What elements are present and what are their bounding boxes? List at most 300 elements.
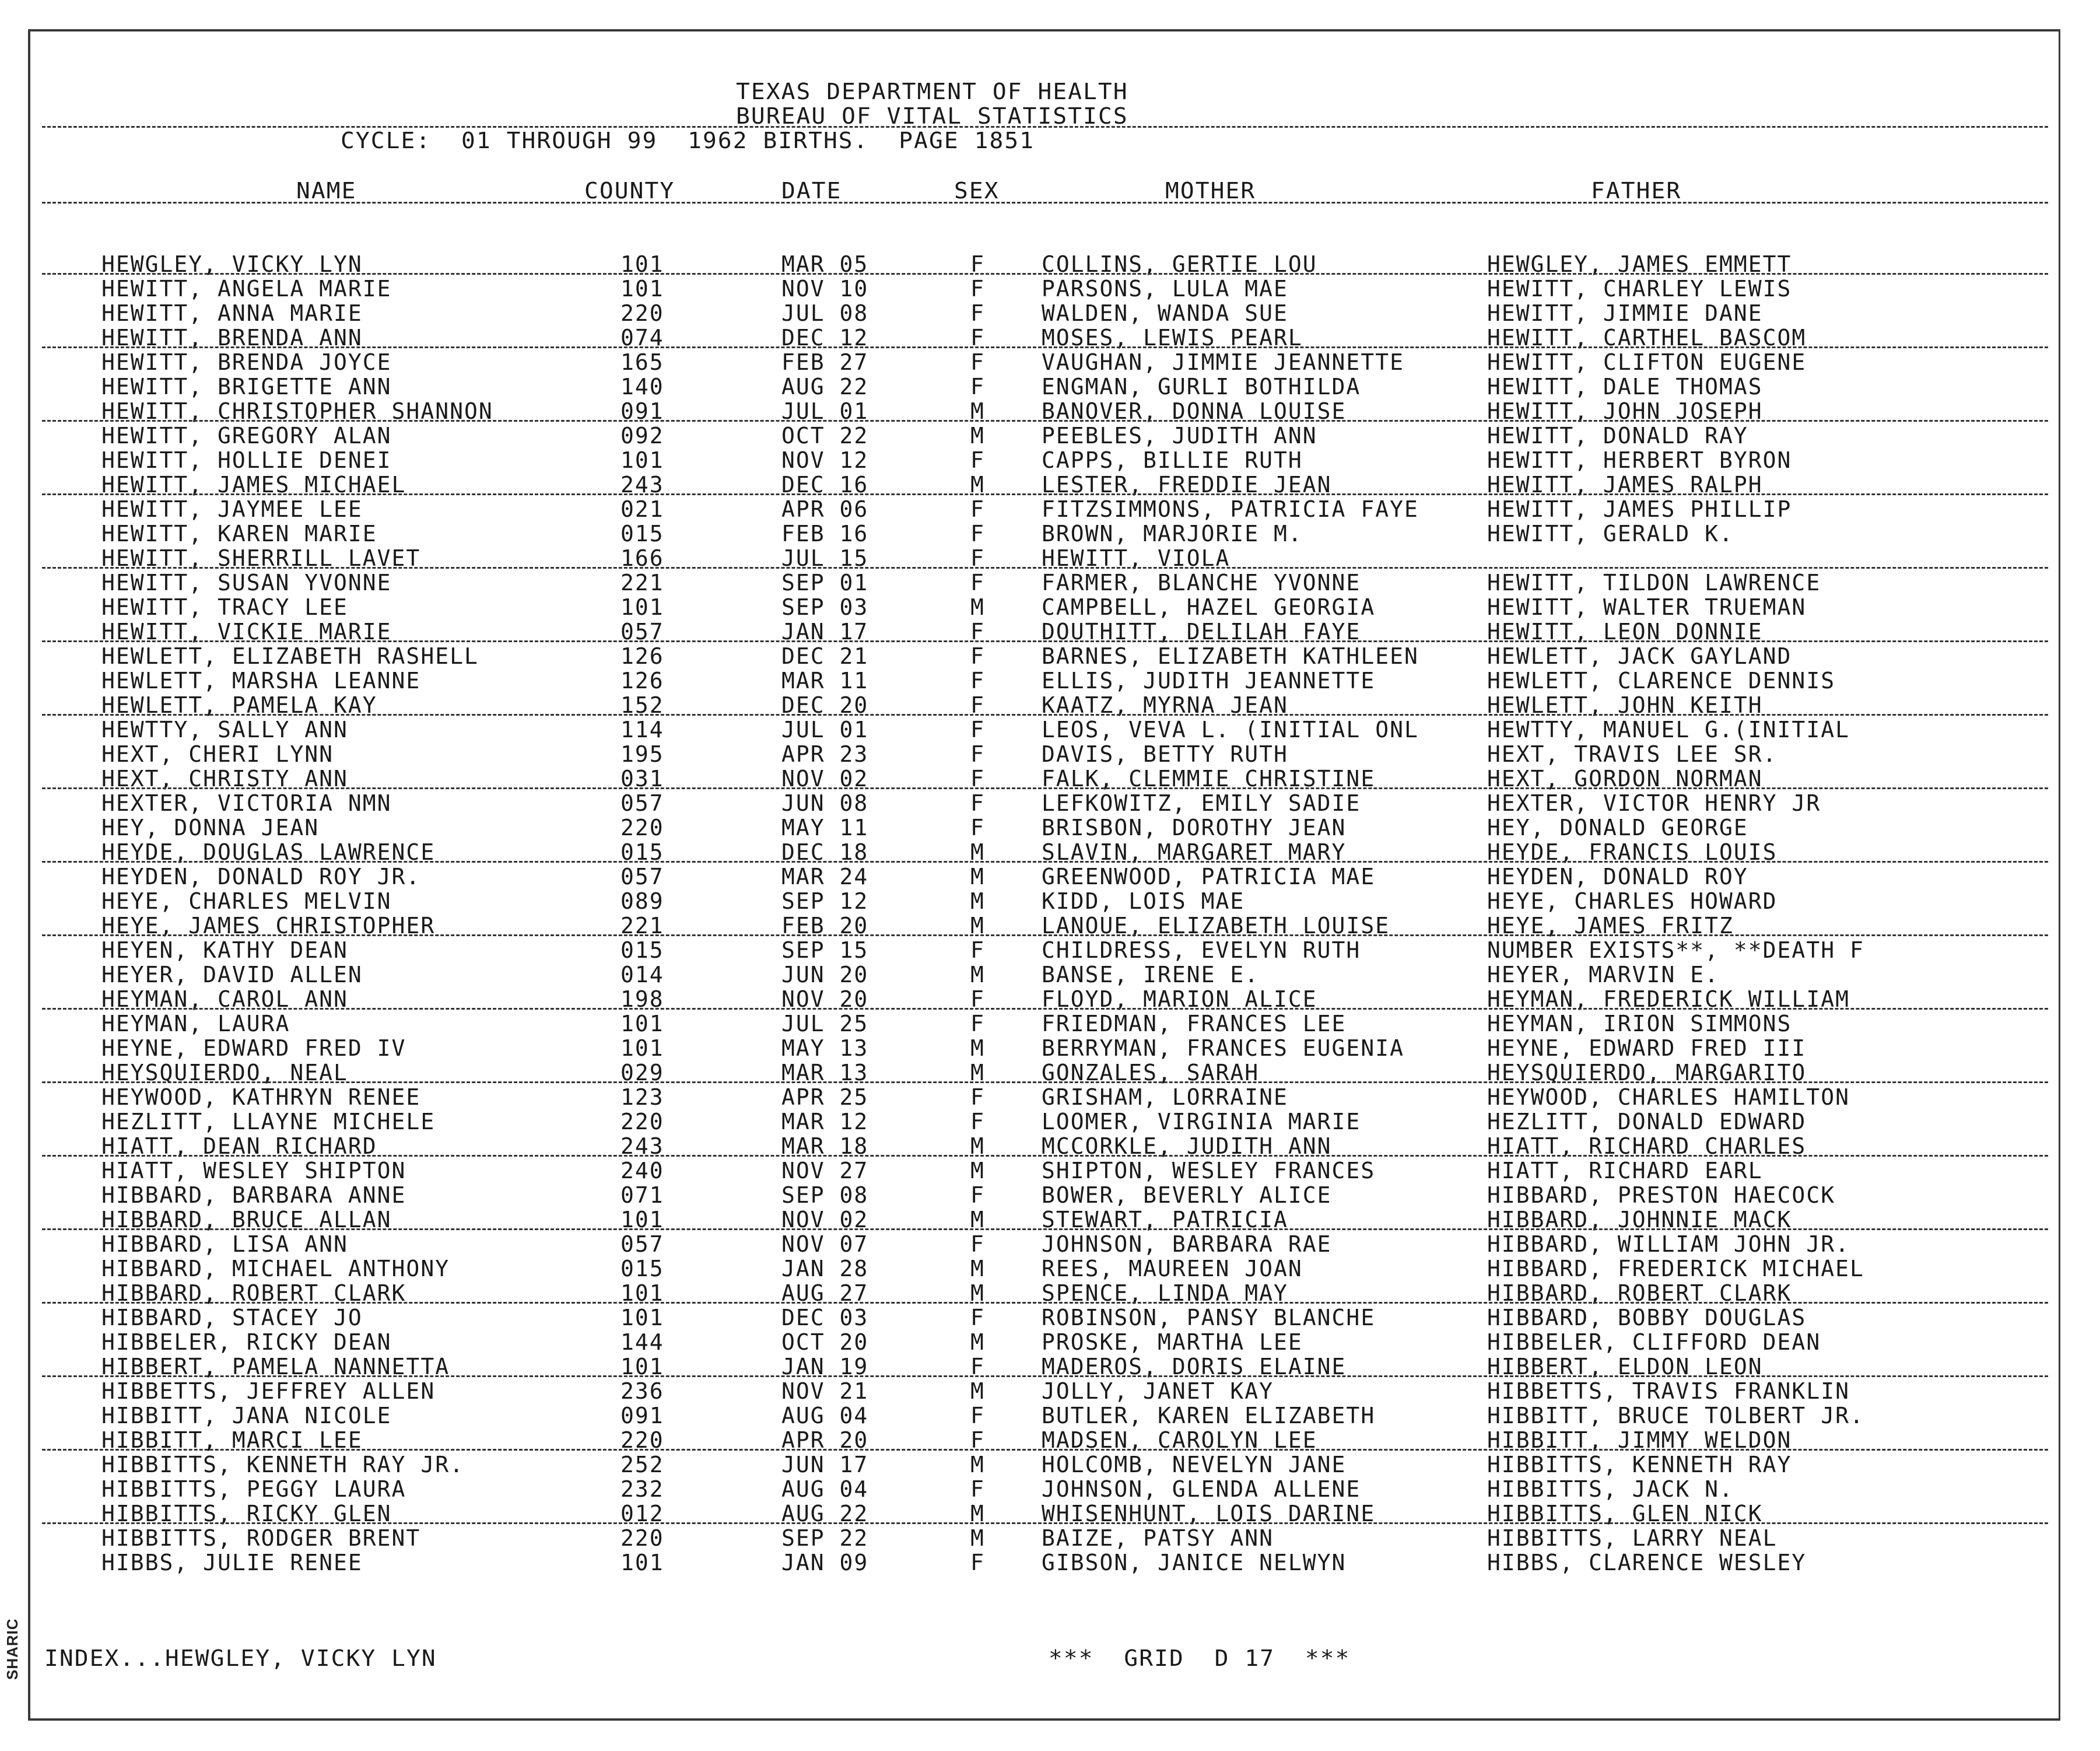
father-cell: HIBBARD, PRESTON HAECOCK <box>1487 1182 1836 1208</box>
header-cycle: CYCLE: 01 THROUGH 99 1962 BIRTHS. PAGE 1851 <box>341 128 1035 153</box>
mother-cell: JOHNSON, GLENDA ALLENE <box>1042 1476 1361 1502</box>
name-cell: HIBBERT, PAMELA NANNETTA <box>101 1354 450 1379</box>
county-cell: 220 <box>620 815 664 841</box>
sex-cell: F <box>970 325 985 351</box>
sex-cell: F <box>970 815 985 841</box>
father-cell: HEXT, TRAVIS LEE SR. <box>1487 741 1778 767</box>
sex-cell: F <box>970 1231 985 1257</box>
name-cell: HIBBELER, RICKY DEAN <box>101 1329 392 1355</box>
mother-cell: BOWER, BEVERLY ALICE <box>1042 1182 1332 1208</box>
father-cell: HEYNE, EDWARD FRED III <box>1487 1035 1807 1061</box>
name-cell: HEWITT, BRENDA JOYCE <box>101 349 392 375</box>
county-cell: 166 <box>620 545 664 571</box>
county-cell: 220 <box>620 300 664 326</box>
mother-cell: ENGMAN, GURLI BOTHILDA <box>1042 374 1361 400</box>
table-row <box>0 962 2100 987</box>
row-separator <box>42 273 2048 275</box>
table-row <box>0 1085 2100 1109</box>
sex-cell: F <box>970 692 985 718</box>
mother-cell: PARSONS, LULA MAE <box>1042 276 1288 302</box>
table-row <box>0 864 2100 889</box>
sex-cell: F <box>970 1182 985 1208</box>
county-cell: 071 <box>620 1182 664 1208</box>
date-cell: MAY 13 <box>781 1035 869 1061</box>
mother-cell: ROBINSON, PANSY BLANCHE <box>1042 1305 1376 1330</box>
table-row <box>0 815 2100 840</box>
sex-cell: M <box>970 423 985 449</box>
name-cell: HEZLITT, LLAYNE MICHELE <box>101 1109 436 1134</box>
county-cell: 152 <box>620 692 664 718</box>
father-cell: HIATT, RICHARD CHARLES <box>1487 1133 1807 1159</box>
date-cell: DEC 18 <box>781 839 869 865</box>
name-cell: HIATT, WESLEY SHIPTON <box>101 1158 406 1183</box>
row-separator <box>42 567 2048 569</box>
table-row <box>0 938 2100 962</box>
sex-cell: F <box>970 496 985 522</box>
mother-cell: JOHNSON, BARBARA RAE <box>1042 1231 1332 1257</box>
mother-cell: LANOUE, ELIZABETH LOUISE <box>1042 913 1390 938</box>
county-cell: 240 <box>620 1158 664 1183</box>
mother-cell: MCCORKLE, JUDITH ANN <box>1042 1133 1332 1159</box>
table-row <box>0 448 2100 472</box>
date-cell: FEB 20 <box>781 913 869 938</box>
date-cell: DEC 03 <box>781 1305 869 1330</box>
table-row <box>0 350 2100 374</box>
date-cell: NOV 20 <box>781 986 869 1012</box>
father-cell: HIBBITTS, GLEN NICK <box>1487 1501 1763 1526</box>
father-cell: HEWITT, JOHN JOSEPH <box>1487 398 1763 424</box>
county-cell: 126 <box>620 643 664 669</box>
county-cell: 101 <box>620 1280 664 1306</box>
father-cell: HEWLETT, CLARENCE DENNIS <box>1487 668 1836 694</box>
name-cell: HIBBARD, MICHAEL ANTHONY <box>101 1256 450 1281</box>
father-cell: HIBBITTS, KENNETH RAY <box>1487 1452 1792 1477</box>
name-cell: HIBBARD, BARBARA ANNE <box>101 1182 406 1208</box>
table-row <box>0 1305 2100 1330</box>
table-row <box>0 717 2100 742</box>
row-separator <box>42 787 2048 789</box>
date-cell: DEC 20 <box>781 692 869 718</box>
table-row <box>0 423 2100 448</box>
date-cell: APR 23 <box>781 741 869 767</box>
county-cell: 165 <box>620 349 664 375</box>
sex-cell: F <box>970 374 985 400</box>
mother-cell: LEOS, VEVA L. (INITIAL ONL <box>1042 717 1419 743</box>
table-row <box>0 1183 2100 1207</box>
father-cell: HEWITT, GERALD K. <box>1487 521 1734 547</box>
mother-cell: KIDD, LOIS MAE <box>1042 888 1245 914</box>
name-cell: HIBBARD, STACEY JO <box>101 1305 363 1330</box>
sex-cell: F <box>970 276 985 302</box>
row-separator <box>42 1449 2048 1451</box>
county-cell: 091 <box>620 1403 664 1428</box>
name-cell: HIBBITTS, RODGER BRENT <box>101 1525 421 1551</box>
table-row <box>0 668 2100 693</box>
mother-cell: ELLIS, JUDITH JEANNETTE <box>1042 668 1376 694</box>
mother-cell: BARNES, ELIZABETH KATHLEEN <box>1042 643 1419 669</box>
sex-cell: M <box>970 1207 985 1232</box>
father-cell: HEWITT, LEON DONNIE <box>1487 619 1763 645</box>
mother-cell: GIBSON, JANICE NELWYN <box>1042 1550 1347 1575</box>
name-cell: HIBBITTS, PEGGY LAURA <box>101 1476 406 1502</box>
name-cell: HEYDEN, DONALD ROY JR. <box>101 864 421 889</box>
date-cell: MAR 18 <box>781 1133 869 1159</box>
father-cell: HIBBS, CLARENCE WESLEY <box>1487 1550 1807 1575</box>
county-cell: 015 <box>620 839 664 865</box>
mother-cell: VAUGHAN, JIMMIE JEANNETTE <box>1042 349 1404 375</box>
father-cell: HEYDEN, DONALD ROY <box>1487 864 1748 889</box>
county-cell: 101 <box>620 594 664 620</box>
sex-cell: F <box>970 766 985 792</box>
name-cell: HEYMAN, CAROL ANN <box>101 986 348 1012</box>
sex-cell: F <box>970 1476 985 1502</box>
sex-cell: M <box>970 1133 985 1159</box>
county-cell: 101 <box>620 1011 664 1036</box>
mother-cell: GRISHAM, LORRAINE <box>1042 1084 1288 1110</box>
sex-cell: M <box>970 839 985 865</box>
table-row <box>0 1109 2100 1134</box>
father-cell: HEWITT, JAMES RALPH <box>1487 472 1763 498</box>
name-cell: HEWITT, BRIGETTE ANN <box>101 374 392 400</box>
county-cell: 220 <box>620 1525 664 1551</box>
mother-cell: SLAVIN, MARGARET MARY <box>1042 839 1347 865</box>
father-cell: HEWITT, CARTHEL BASCOM <box>1487 325 1807 351</box>
sex-cell: F <box>970 937 985 963</box>
date-cell: FEB 16 <box>781 521 869 547</box>
sex-cell: M <box>970 1280 985 1306</box>
father-cell: HIBBARD, JOHNNIE MACK <box>1487 1207 1792 1232</box>
date-cell: JUL 25 <box>781 1011 869 1036</box>
mother-cell: JOLLY, JANET KAY <box>1042 1378 1274 1404</box>
name-cell: HEWITT, BRENDA ANN <box>101 325 363 351</box>
date-cell: SEP 08 <box>781 1182 869 1208</box>
county-cell: 252 <box>620 1452 664 1477</box>
county-cell: 015 <box>620 521 664 547</box>
father-cell: HEWITT, HERBERT BYRON <box>1487 447 1792 473</box>
father-cell: HIBBETTS, TRAVIS FRANKLIN <box>1487 1378 1850 1404</box>
sex-cell: M <box>970 1035 985 1061</box>
column-header-father: FATHER <box>1591 178 1682 204</box>
mother-cell: FRIEDMAN, FRANCES LEE <box>1042 1011 1347 1036</box>
table-row <box>0 742 2100 766</box>
sex-cell: M <box>970 472 985 498</box>
father-cell: HIBBERT, ELDON LEON <box>1487 1354 1763 1379</box>
mother-cell: FLOYD, MARION ALICE <box>1042 986 1317 1012</box>
father-cell: HEWITT, CHARLEY LEWIS <box>1487 276 1792 302</box>
mother-cell: BUTLER, KAREN ELIZABETH <box>1042 1403 1376 1428</box>
sex-cell: F <box>970 1011 985 1036</box>
date-cell: JUN 20 <box>781 962 869 987</box>
county-cell: 101 <box>620 447 664 473</box>
row-separator <box>42 1302 2048 1304</box>
row-separator <box>42 640 2048 642</box>
name-cell: HEWITT, KAREN MARIE <box>101 521 377 547</box>
name-cell: HIBBARD, BRUCE ALLAN <box>101 1207 392 1232</box>
name-cell: HIBBETTS, JEFFREY ALLEN <box>101 1378 436 1404</box>
name-cell: HEYMAN, LAURA <box>101 1011 290 1036</box>
row-separator <box>42 714 2048 716</box>
county-cell: 021 <box>620 496 664 522</box>
name-cell: HEWITT, JAMES MICHAEL <box>101 472 406 498</box>
name-cell: HEXT, CHRISTY ANN <box>101 766 348 792</box>
date-cell: JAN 09 <box>781 1550 869 1575</box>
sex-cell: F <box>970 741 985 767</box>
table-row <box>0 1330 2100 1354</box>
header-rule <box>42 126 2048 128</box>
mother-cell: FARMER, BLANCHE YVONNE <box>1042 570 1361 596</box>
county-cell: 057 <box>620 1231 664 1257</box>
father-cell: HEWITT, DONALD RAY <box>1487 423 1748 449</box>
header-bureau: BUREAU OF VITAL STATISTICS <box>736 103 1128 129</box>
name-cell: HEYNE, EDWARD FRED IV <box>101 1035 406 1061</box>
name-cell: HEWITT, JAYMEE LEE <box>101 496 363 522</box>
row-separator <box>42 1228 2048 1230</box>
father-cell: HEYMAN, FREDERICK WILLIAM <box>1487 986 1850 1012</box>
sex-cell: M <box>970 864 985 889</box>
sex-cell: F <box>970 1403 985 1428</box>
mother-cell: LOOMER, VIRGINIA MARIE <box>1042 1109 1361 1134</box>
father-cell: HEYE, CHARLES HOWARD <box>1487 888 1778 914</box>
father-cell: HEZLITT, DONALD EDWARD <box>1487 1109 1807 1134</box>
name-cell: HIBBARD, ROBERT CLARK <box>101 1280 406 1306</box>
sex-cell: M <box>970 398 985 424</box>
table-row <box>0 1477 2100 1501</box>
header-department: TEXAS DEPARTMENT OF HEALTH <box>736 79 1128 104</box>
date-cell: JAN 28 <box>781 1256 869 1281</box>
county-cell: 101 <box>620 1305 664 1330</box>
county-cell: 195 <box>620 741 664 767</box>
grid-reference: *** GRID D 17 *** <box>1049 1645 1351 1671</box>
sex-cell: M <box>970 594 985 620</box>
table-row <box>0 1452 2100 1477</box>
date-cell: SEP 22 <box>781 1525 869 1551</box>
name-cell: HIBBS, JULIE RENEE <box>101 1550 363 1575</box>
mother-cell: DAVIS, BETTY RUTH <box>1042 741 1288 767</box>
date-cell: DEC 21 <box>781 643 869 669</box>
father-cell: HEXT, GORDON NORMAN <box>1487 766 1763 792</box>
sex-cell: F <box>970 986 985 1012</box>
father-cell: HIBBELER, CLIFFORD DEAN <box>1487 1329 1821 1355</box>
county-cell: 015 <box>620 1256 664 1281</box>
county-cell: 057 <box>620 790 664 816</box>
mother-cell: BROWN, MARJORIE M. <box>1042 521 1303 547</box>
sex-cell: F <box>970 1109 985 1134</box>
date-cell: AUG 22 <box>781 1501 869 1526</box>
row-separator <box>42 1375 2048 1377</box>
county-cell: 031 <box>620 766 664 792</box>
name-cell: HIATT, DEAN RICHARD <box>101 1133 377 1159</box>
mother-cell: WALDEN, WANDA SUE <box>1042 300 1288 326</box>
date-cell: JUL 08 <box>781 300 869 326</box>
name-cell: HEYDE, DOUGLAS LAWRENCE <box>101 839 436 865</box>
county-cell: 014 <box>620 962 664 987</box>
date-cell: JAN 19 <box>781 1354 869 1379</box>
county-cell: 091 <box>620 398 664 424</box>
date-cell: NOV 02 <box>781 766 869 792</box>
row-separator <box>42 1155 2048 1157</box>
date-cell: NOV 27 <box>781 1158 869 1183</box>
sex-cell: M <box>970 1452 985 1477</box>
mother-cell: HOLCOMB, NEVELYN JANE <box>1042 1452 1347 1477</box>
date-cell: MAR 12 <box>781 1109 869 1134</box>
county-cell: 101 <box>620 1207 664 1232</box>
mother-cell: BANOVER, DONNA LOUISE <box>1042 398 1347 424</box>
county-cell: 057 <box>620 864 664 889</box>
date-cell: OCT 22 <box>781 423 869 449</box>
father-cell: HEXTER, VICTOR HENRY JR <box>1487 790 1821 816</box>
table-row <box>0 889 2100 913</box>
date-cell: MAR 11 <box>781 668 869 694</box>
date-cell: JUL 01 <box>781 717 869 743</box>
table-row <box>0 1550 2100 1575</box>
sex-cell: M <box>970 1158 985 1183</box>
date-cell: DEC 12 <box>781 325 869 351</box>
county-cell: 029 <box>620 1060 664 1085</box>
date-cell: MAR 05 <box>781 251 869 277</box>
father-cell: HEYDE, FRANCIS LOUIS <box>1487 839 1778 865</box>
date-cell: MAR 13 <box>781 1060 869 1085</box>
side-stamp: SHARIC <box>3 1618 21 1680</box>
sex-cell: F <box>970 447 985 473</box>
county-cell: 114 <box>620 717 664 743</box>
date-cell: NOV 21 <box>781 1378 869 1404</box>
county-cell: 012 <box>620 1501 664 1526</box>
mother-cell: KAATZ, MYRNA JEAN <box>1042 692 1288 718</box>
sex-cell: F <box>970 251 985 277</box>
father-cell: HEWITT, TILDON LAWRENCE <box>1487 570 1821 596</box>
mother-cell: CHILDRESS, EVELYN RUTH <box>1042 937 1361 963</box>
sex-cell: M <box>970 1501 985 1526</box>
father-cell: HIATT, RICHARD EARL <box>1487 1158 1763 1183</box>
mother-cell: LESTER, FREDDIE JEAN <box>1042 472 1332 498</box>
date-cell: AUG 22 <box>781 374 869 400</box>
sex-cell: F <box>970 1354 985 1379</box>
mother-cell: LEFKOWITZ, EMILY SADIE <box>1042 790 1361 816</box>
mother-cell: HEWITT, VIOLA <box>1042 545 1230 571</box>
row-separator <box>42 493 2048 495</box>
column-header-date: DATE <box>781 178 842 204</box>
father-cell: HEYSQUIERDO, MARGARITO <box>1487 1060 1807 1085</box>
father-cell: HIBBITT, JIMMY WELDON <box>1487 1427 1792 1453</box>
county-cell: 101 <box>620 251 664 277</box>
date-cell: AUG 04 <box>781 1403 869 1428</box>
table-row <box>0 1036 2100 1060</box>
county-cell: 232 <box>620 1476 664 1502</box>
father-cell: HEWITT, WALTER TRUEMAN <box>1487 594 1807 620</box>
father-cell: HEWGLEY, JAMES EMMETT <box>1487 251 1792 277</box>
sex-cell: F <box>970 570 985 596</box>
father-cell: HIBBARD, WILLIAM JOHN JR. <box>1487 1231 1850 1257</box>
date-cell: SEP 03 <box>781 594 869 620</box>
table-row <box>0 1403 2100 1428</box>
name-cell: HEWLETT, PAMELA KAY <box>101 692 377 718</box>
mother-cell: MADEROS, DORIS ELAINE <box>1042 1354 1347 1379</box>
row-separator <box>42 346 2048 348</box>
name-cell: HEWTTY, SALLY ANN <box>101 717 348 743</box>
mother-cell: SHIPTON, WESLEY FRANCES <box>1042 1158 1376 1183</box>
date-cell: APR 25 <box>781 1084 869 1110</box>
father-cell: HEWITT, CLIFTON EUGENE <box>1487 349 1807 375</box>
county-cell: 220 <box>620 1427 664 1453</box>
father-cell: HIBBARD, FREDERICK MICHAEL <box>1487 1256 1864 1281</box>
county-cell: 015 <box>620 937 664 963</box>
name-cell: HEWITT, VICKIE MARIE <box>101 619 392 645</box>
county-cell: 101 <box>620 276 664 302</box>
county-cell: 140 <box>620 374 664 400</box>
mother-cell: MADSEN, CAROLYN LEE <box>1042 1427 1317 1453</box>
mother-cell: STEWART, PATRICIA <box>1042 1207 1288 1232</box>
row-separator <box>42 1081 2048 1083</box>
mother-cell: DOUTHITT, DELILAH FAYE <box>1042 619 1361 645</box>
name-cell: HEYWOOD, KATHRYN RENEE <box>101 1084 421 1110</box>
date-cell: APR 20 <box>781 1427 869 1453</box>
mother-cell: CAMPBELL, HAZEL GEORGIA <box>1042 594 1376 620</box>
county-cell: 101 <box>620 1035 664 1061</box>
column-header-mother: MOTHER <box>1165 178 1256 204</box>
name-cell: HEWGLEY, VICKY LYN <box>101 251 363 277</box>
date-cell: NOV 10 <box>781 276 869 302</box>
table-row <box>0 1526 2100 1550</box>
sex-cell: F <box>970 300 985 326</box>
mother-cell: REES, MAUREEN JOAN <box>1042 1256 1303 1281</box>
name-cell: HEWITT, SUSAN YVONNE <box>101 570 392 596</box>
name-cell: HIBBITTS, KENNETH RAY JR. <box>101 1452 464 1477</box>
sex-cell: F <box>970 1305 985 1330</box>
sex-cell: F <box>970 619 985 645</box>
father-cell: HEWLETT, JACK GAYLAND <box>1487 643 1792 669</box>
father-cell: HEWTTY, MANUEL G.(INITIAL <box>1487 717 1850 743</box>
row-separator <box>42 420 2048 422</box>
name-cell: HEWITT, CHRISTOPHER SHANNON <box>101 398 493 424</box>
name-cell: HEXTER, VICTORIA NMN <box>101 790 392 816</box>
sex-cell: F <box>970 1550 985 1575</box>
name-cell: HEWITT, GREGORY ALAN <box>101 423 392 449</box>
name-cell: HEWLETT, ELIZABETH RASHELL <box>101 643 479 669</box>
father-cell: HIBBARD, BOBBY DOUGLAS <box>1487 1305 1807 1330</box>
name-cell: HEYE, JAMES CHRISTOPHER <box>101 913 436 938</box>
name-cell: HEYEN, KATHY DEAN <box>101 937 348 963</box>
mother-cell: BERRYMAN, FRANCES EUGENIA <box>1042 1035 1404 1061</box>
name-cell: HEWITT, TRACY LEE <box>101 594 348 620</box>
table-row <box>0 595 2100 619</box>
name-cell: HIBBITT, JANA NICOLE <box>101 1403 392 1428</box>
sex-cell: F <box>970 717 985 743</box>
sex-cell: M <box>970 962 985 987</box>
date-cell: JUL 15 <box>781 545 869 571</box>
county-cell: 220 <box>620 1109 664 1134</box>
table-row <box>0 570 2100 595</box>
table-row <box>0 301 2100 325</box>
sex-cell: M <box>970 1329 985 1355</box>
column-header-sex: SEX <box>954 178 1000 204</box>
date-cell: NOV 07 <box>781 1231 869 1257</box>
county-cell: 198 <box>620 986 664 1012</box>
name-cell: HEWLETT, MARSHA LEANNE <box>101 668 421 694</box>
father-cell: HEWITT, JAMES PHILLIP <box>1487 496 1792 522</box>
mother-cell: WHISENHUNT, LOIS DARINE <box>1042 1501 1376 1526</box>
mother-cell: GONZALES, SARAH <box>1042 1060 1260 1085</box>
name-cell: HEWITT, ANGELA MARIE <box>101 276 392 302</box>
county-cell: 101 <box>620 1354 664 1379</box>
county-cell: 101 <box>620 1550 664 1575</box>
father-cell: HEWITT, DALE THOMAS <box>1487 374 1763 400</box>
sex-cell: M <box>970 1525 985 1551</box>
county-cell: 089 <box>620 888 664 914</box>
father-cell: HEYER, MARVIN E. <box>1487 962 1720 987</box>
sex-cell: F <box>970 1084 985 1110</box>
date-cell: NOV 02 <box>781 1207 869 1232</box>
date-cell: MAY 11 <box>781 815 869 841</box>
